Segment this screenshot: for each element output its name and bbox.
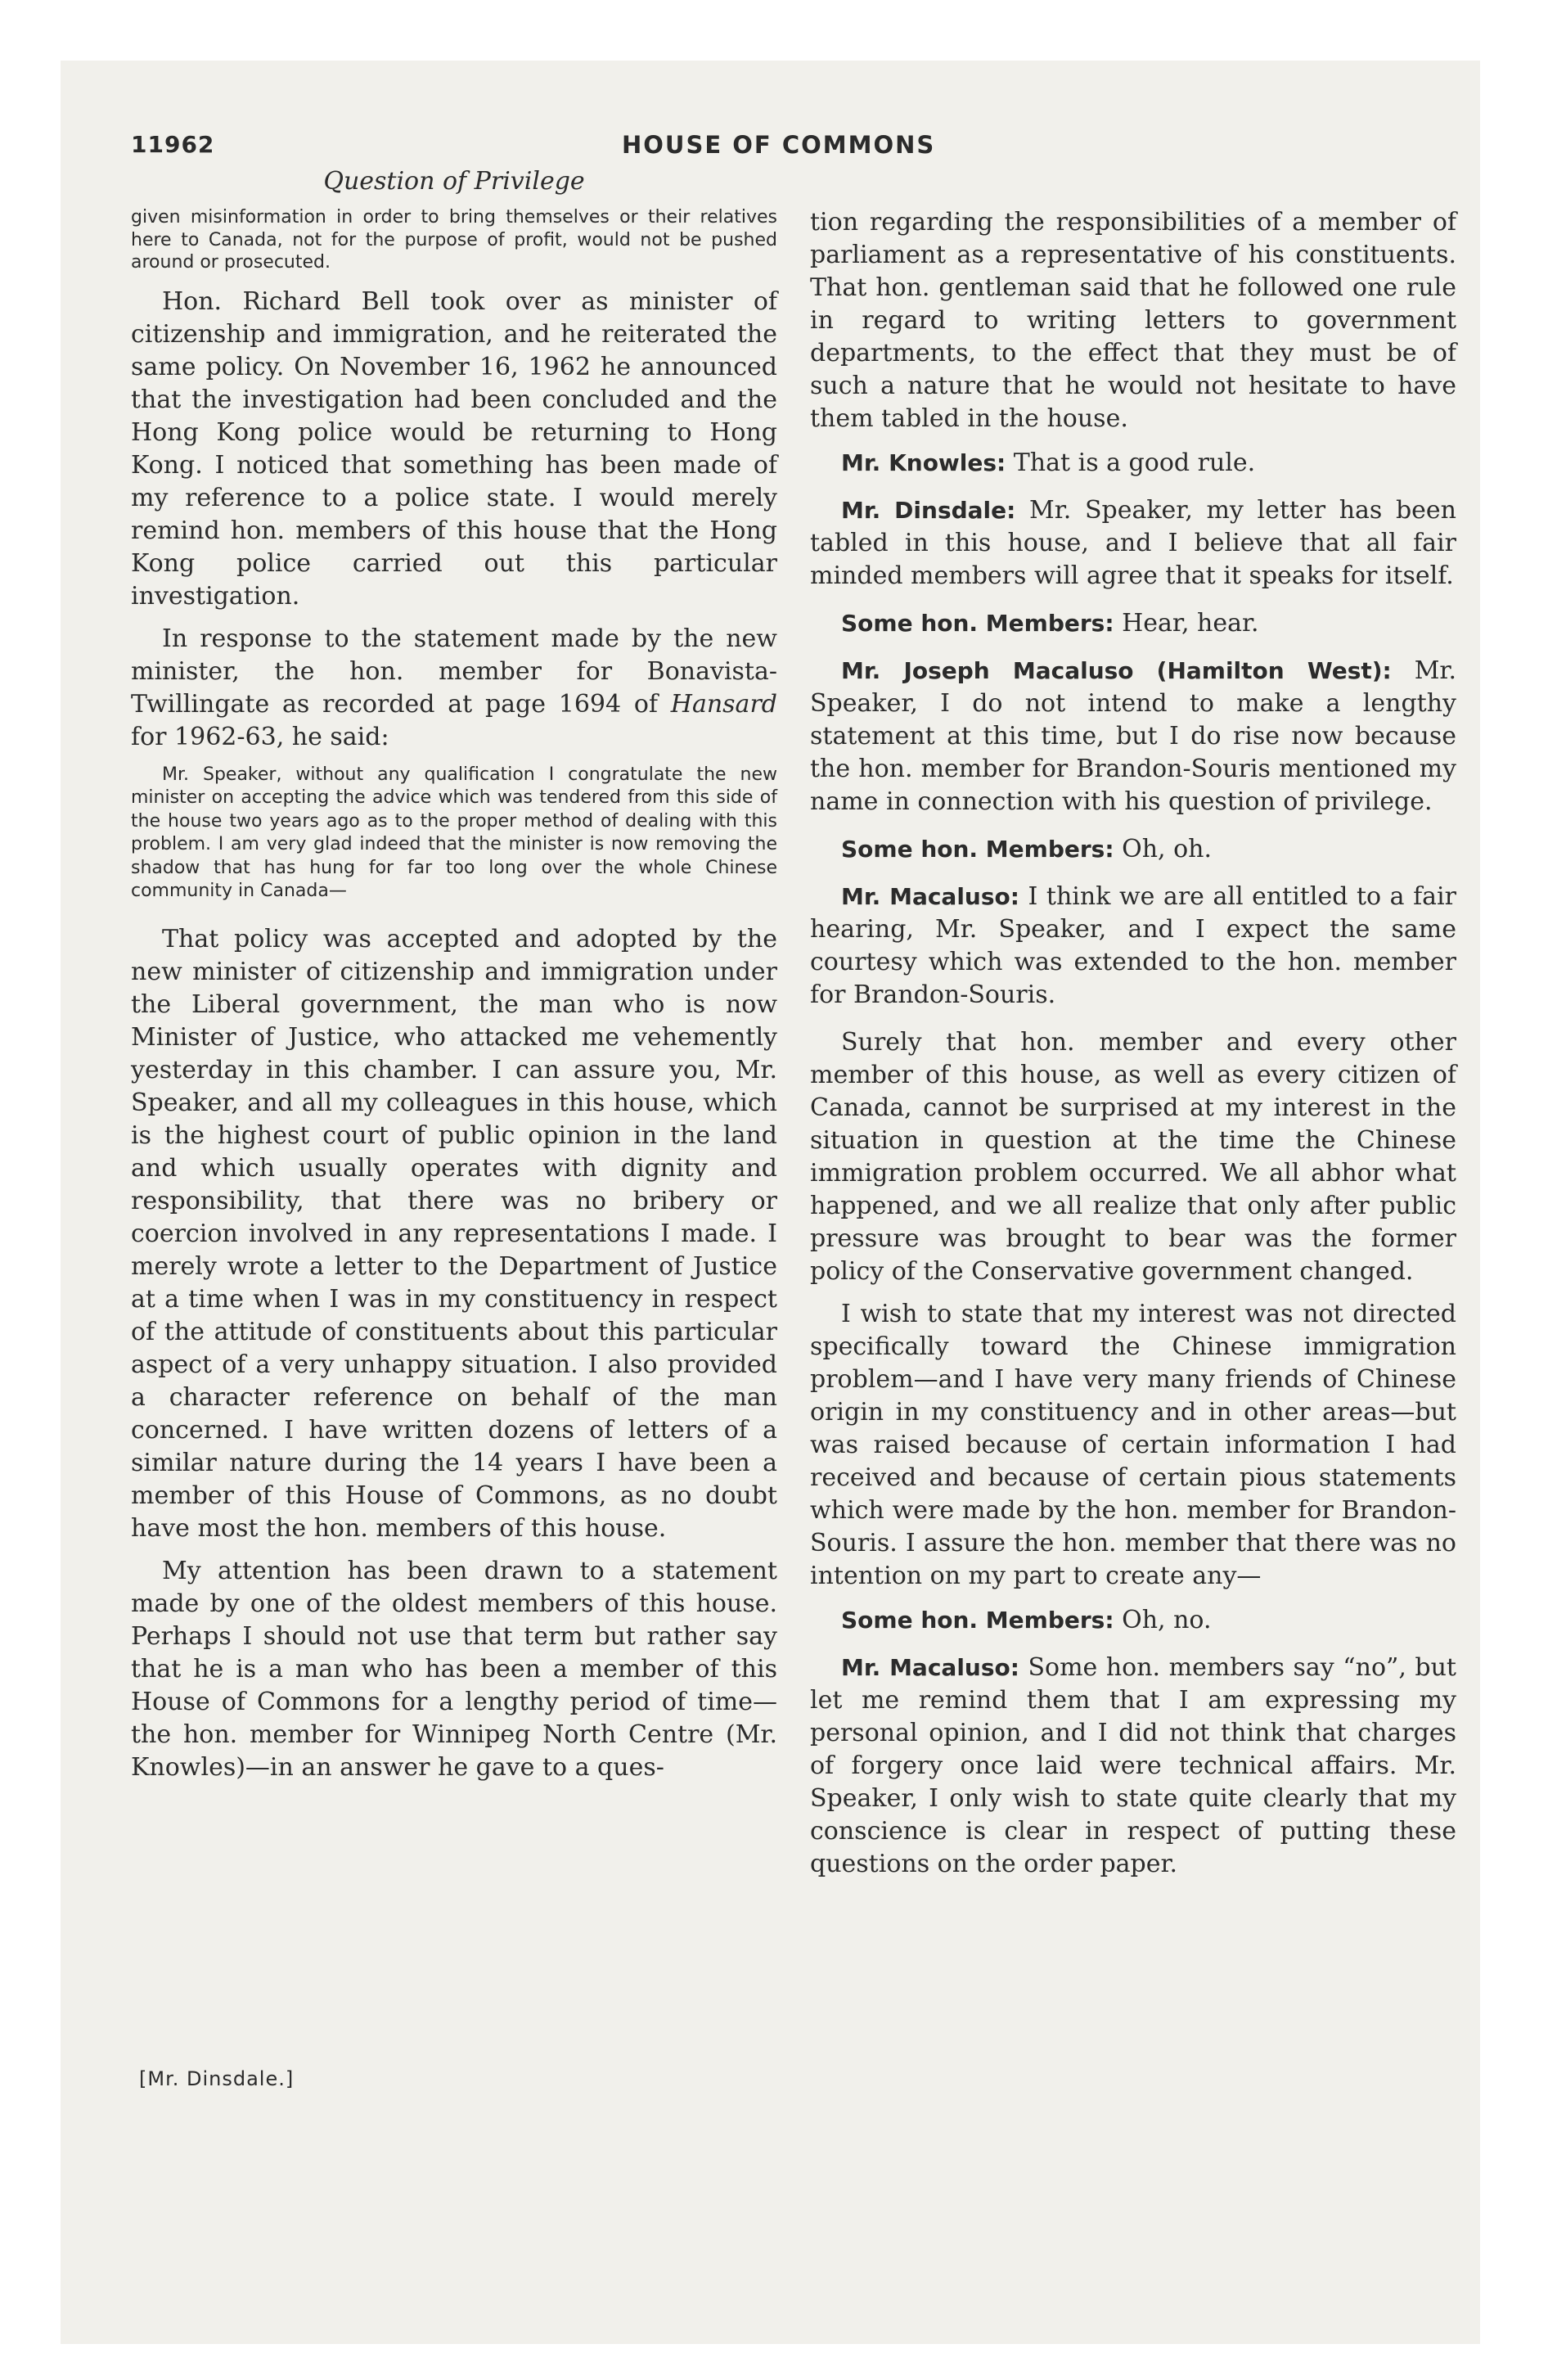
- speech: [810, 833, 1456, 866]
- block-quote: Mr. Speaker, without any qualification I congratulate the new minister on accepting the advice which was tendered from this side of the house two years ago as to the proper method of dealing with this problem. I am very glad indeed that the minister is now removing the shadow that has hung for far too long over the whole Chinese community in Canada—: [131, 764, 777, 901]
- speaker-name: Mr. Macaluso:: [841, 1654, 1019, 1681]
- speech-text: That is a good rule.: [1013, 449, 1256, 477]
- paragraph-text: for 1962-63, he said:: [131, 722, 389, 751]
- paragraph: Surely that hon. member and every other member of this house, as well as every citizen of Canada, cannot be surprised at my interest in the situation in question at the time the Chinese immigration problem occurred. We all abhor what happened, and we all realize that only after public pressure was brought to bear was the former policy of the Conservative government changed.: [810, 1028, 1456, 1286]
- speech: [810, 607, 1456, 640]
- paragraph: My attention has been drawn to a statement made by one of the oldest members of this house. Perhaps I should not use that term but rather say that he is a man who has been a member of this House of Commons for a lengthy period of time—the hon. member for Winnipeg North Centre (Mr. Knowles)—in an answer he gave to a ques-: [131, 1556, 777, 1782]
- speech-text: Oh, no.: [1122, 1606, 1212, 1634]
- paragraph: tion regarding the responsibilities of a member of parliament as a representative of his constituents. That hon. gentleman said that he followed one rule in regard to writing letters to government departments, to the effect that they must be of such a nature that he would not hesitate to have them tabled in the house.: [810, 208, 1456, 433]
- speech-text: Some hon. members say “no”, but let me remind them that I am expressing my personal opinion, and I did not think that charges of forgery once laid were technical affairs. Mr. Speaker, I only wish to state quite clearly that my conscience is clear in respect of putting these questions on the order paper.: [810, 1653, 1456, 1878]
- speech: [810, 881, 1456, 1012]
- hansard-page: [131, 124, 1456, 2105]
- speech-text: Mr. Speaker, I do not intend to make a lengthy statement at this time, but I do rise now because the hon. member for Brandon-Souris mentioned my name in connection with his question of privilege.: [810, 656, 1456, 816]
- speech-text: Oh, oh.: [1122, 835, 1213, 863]
- right-column: [810, 206, 1456, 1895]
- running-head: HOUSE OF COMMONS: [622, 131, 936, 159]
- speaker-name: Some hon. Members:: [841, 610, 1114, 637]
- speech: [810, 1604, 1456, 1637]
- page-number: 11962: [131, 131, 215, 158]
- speech-text: Hear, hear.: [1122, 609, 1259, 638]
- speech: [810, 494, 1456, 593]
- speaker-name: Mr. Joseph Macaluso (Hamilton West):: [841, 657, 1392, 684]
- speaker-tag-footer: [Mr. Dinsdale.]: [139, 2067, 295, 2090]
- continued-quote-paragraph: given misinformation in order to bring themselves or their relatives here to Canada, not for the purpose of profit, would not be pushed around or prosecuted.: [131, 207, 777, 273]
- paragraph: Hon. Richard Bell took over as minister of citizenship and immigration, and he reiterated the same policy. On November 16, 1962 he announced that the investigation had been concluded and the Hong Kong police would be returning to Hong Kong. I noticed that something has been made of my reference to a police state. I would merely remind hon. members of this house that the Hong Kong police carried out this particular investigation.: [131, 286, 777, 611]
- paragraph: That policy was accepted and adopted by the new minister of citizenship and immigration under the Liberal government, the man who is now Minister of Justice, who attacked me vehemently yesterday in this chamber. I can assure you, Mr. Speaker, and all my colleagues in this house, which is the highest court of public opinion in the land and which usually operates with dignity and responsibility, that there was no bribery or coercion involved in any representations I made. I merely wrote a letter to the Department of Justice at a time when I was in my constituency in respect of the attitude of constituents about this particular aspect of a very unhappy situation. I also provided a character reference on behalf of the man concerned. I have written dozens of letters of a similar nature during the 14 years I have been a member of this House of Commons, as no doubt have most the hon. members of this house.: [131, 924, 777, 1543]
- speech-text: Mr. Speaker, my letter has been tabled in this house, and I believe that all fair minded members will agree that it speaks for itself.: [810, 496, 1456, 590]
- page-header: [131, 124, 1456, 196]
- left-column: [131, 206, 777, 1794]
- paragraph: [131, 623, 777, 754]
- speaker-name: Some hon. Members:: [841, 1607, 1114, 1634]
- hansard-title: Hansard: [670, 689, 777, 719]
- speaker-name: Mr. Knowles:: [841, 449, 1006, 476]
- speaker-name: Mr. Dinsdale:: [841, 497, 1016, 524]
- speech: [810, 1652, 1456, 1881]
- speech: [810, 447, 1456, 480]
- paragraph: I wish to state that my interest was not directed specifically toward the Chinese immigration problem—and I have very many friends of Chinese origin in my constituency and in other areas—but was raised because of certain information I had received and because of certain pious statements which were made by the hon. member for Brandon-Souris. I assure the hon. member that there was no intention on my part to create any—: [810, 1300, 1456, 1590]
- paragraph-text: In response to the statement made by the new minister, the hon. member for Bonavista-Twillingate as recorded at page 1694 of: [131, 624, 777, 719]
- speaker-name: Mr. Macaluso:: [841, 883, 1019, 910]
- speech-text: I think we are all entitled to a fair hearing, Mr. Speaker, and I expect the same courtesy which was extended to the hon. member for Brandon-Souris.: [810, 882, 1456, 1009]
- section-subhead: Question of Privilege: [323, 167, 585, 196]
- speech: [810, 655, 1456, 818]
- speaker-name: Some hon. Members:: [841, 836, 1114, 863]
